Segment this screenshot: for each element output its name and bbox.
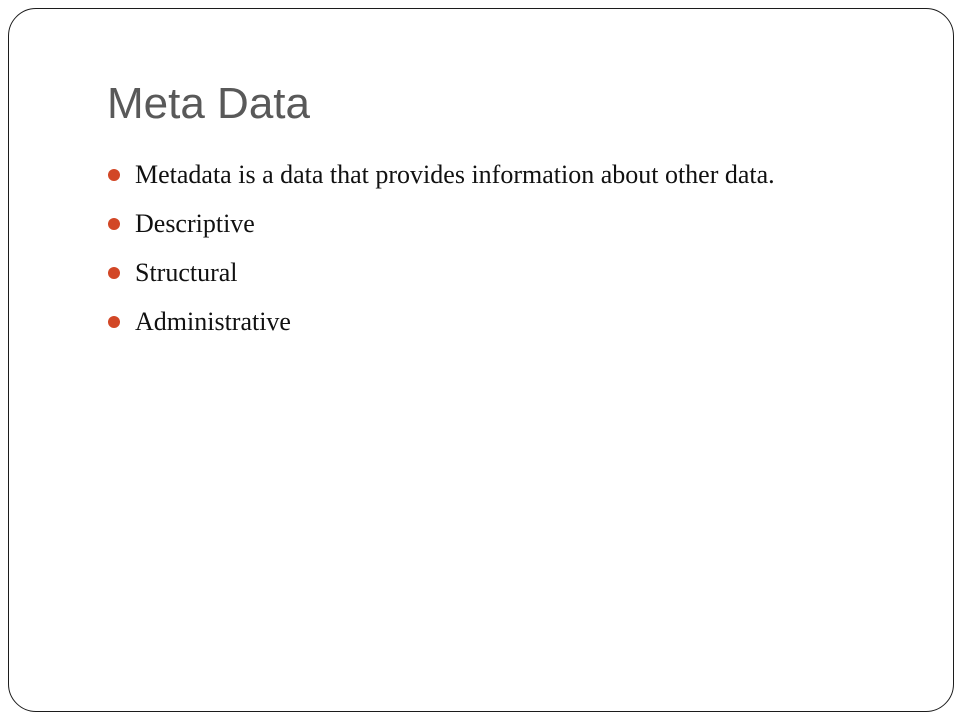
bullet-item-administrative: [107, 305, 867, 339]
bullet-item-descriptive: [107, 207, 867, 241]
bullet-text: Metadata is a data that provides information about other data.: [135, 160, 775, 189]
bullet-dot-icon: [108, 218, 120, 230]
bullet-list: [107, 158, 867, 354]
bullet-text: Descriptive: [135, 209, 255, 238]
bullet-dot-icon: [108, 267, 120, 279]
bullet-item-structural: [107, 256, 867, 290]
bullet-dot-icon: [108, 316, 120, 328]
slide-title: Meta Data: [107, 79, 310, 128]
bullet-text: Administrative: [135, 307, 291, 336]
bullet-dot-icon: [108, 169, 120, 181]
bullet-text: Structural: [135, 258, 238, 287]
bullet-item-definition: [107, 158, 867, 192]
